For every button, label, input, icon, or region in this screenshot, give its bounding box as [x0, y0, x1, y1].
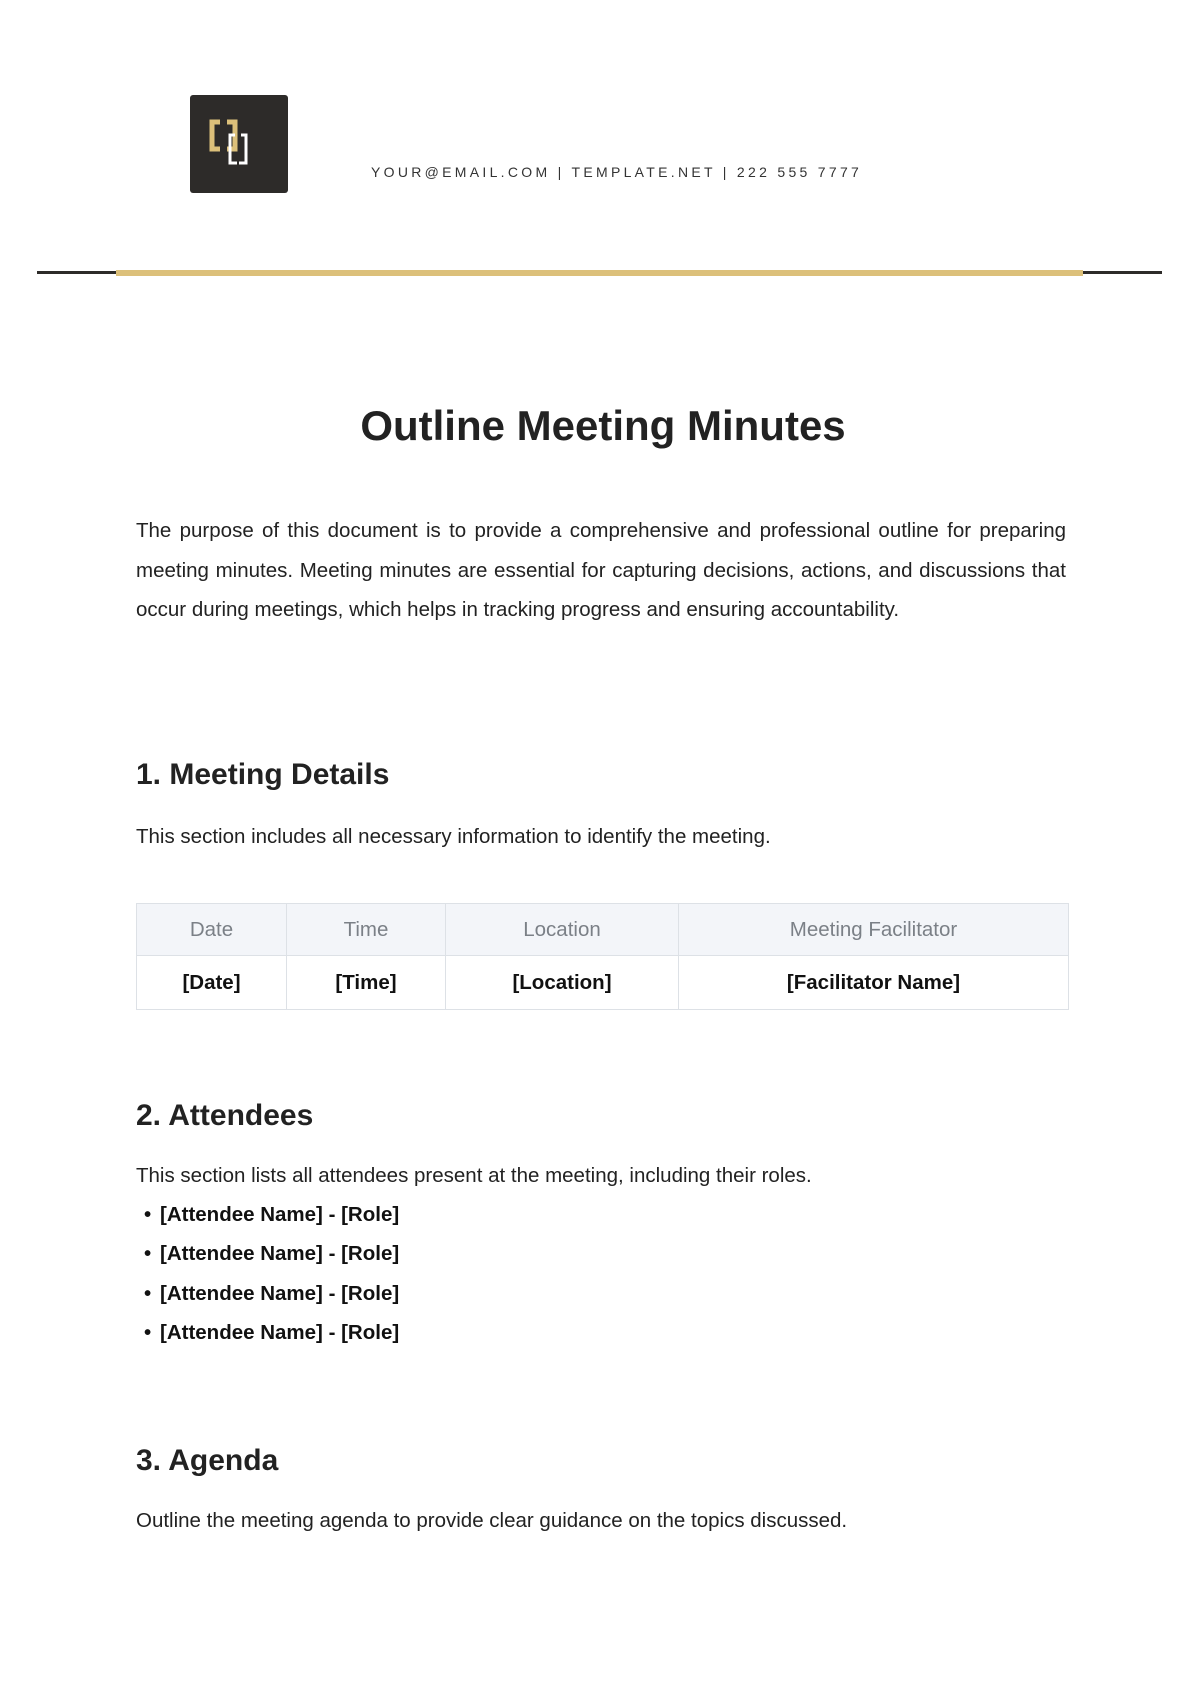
list-item — [136, 1195, 399, 1234]
meeting-details-table — [136, 903, 1069, 1010]
header-date: Date — [137, 904, 287, 956]
list-item — [136, 1313, 399, 1352]
attendee-entry: [Attendee Name] - [Role] — [160, 1281, 400, 1305]
bullet-icon: • — [144, 1320, 152, 1344]
section-heading-meeting-details: 1. Meeting Details — [136, 758, 390, 791]
header-facilitator: Meeting Facilitator — [679, 904, 1069, 956]
attendee-entry: [Attendee Name] - [Role] — [160, 1320, 400, 1344]
table-row — [137, 956, 1069, 1010]
meeting-details-text: This section includes all necessary information to identify the meeting. — [136, 825, 771, 848]
header-divider-accent — [116, 270, 1083, 276]
attendee-entry: [Attendee Name] - [Role] — [160, 1242, 400, 1266]
cell-time: [Time] — [287, 956, 446, 1010]
contact-info: YOUR@EMAIL.COM | TEMPLATE.NET | 222 555 7777 — [371, 164, 863, 180]
attendee-list — [136, 1195, 399, 1352]
cell-date: [Date] — [137, 956, 287, 1010]
header-location: Location — [446, 904, 679, 956]
section-heading-agenda: 3. Agenda — [136, 1444, 279, 1477]
bullet-icon: • — [144, 1242, 152, 1266]
bullet-icon: • — [144, 1203, 152, 1226]
attendees-text: This section lists all attendees present at the meeting, including their roles. — [136, 1164, 812, 1187]
section-heading-attendees: 2. Attendees — [136, 1099, 314, 1132]
company-logo — [190, 95, 288, 193]
cell-location: [Location] — [446, 956, 679, 1010]
table-header-row — [137, 904, 1069, 956]
attendee-entry: [Attendee Name] - [Role] — [160, 1203, 400, 1226]
cell-facilitator: [Facilitator Name] — [679, 956, 1069, 1010]
bullet-icon: • — [144, 1281, 152, 1305]
list-item — [136, 1234, 399, 1273]
intro-paragraph: The purpose of this document is to provide a comprehensive and professional outline for preparing meeting minutes. Meeting minutes are essential for capturing decisions, actions, and discussions that occur during meetings, which helps in tracking progress and ensuring accountability. — [136, 519, 1066, 621]
agenda-text: Outline the meeting agenda to provide clear guidance on the topics discussed. — [136, 1509, 848, 1532]
document-title: Outline Meeting Minutes — [360, 402, 846, 449]
bracket-logo-icon — [190, 95, 288, 193]
header-time: Time — [287, 904, 446, 956]
list-item — [136, 1274, 399, 1313]
